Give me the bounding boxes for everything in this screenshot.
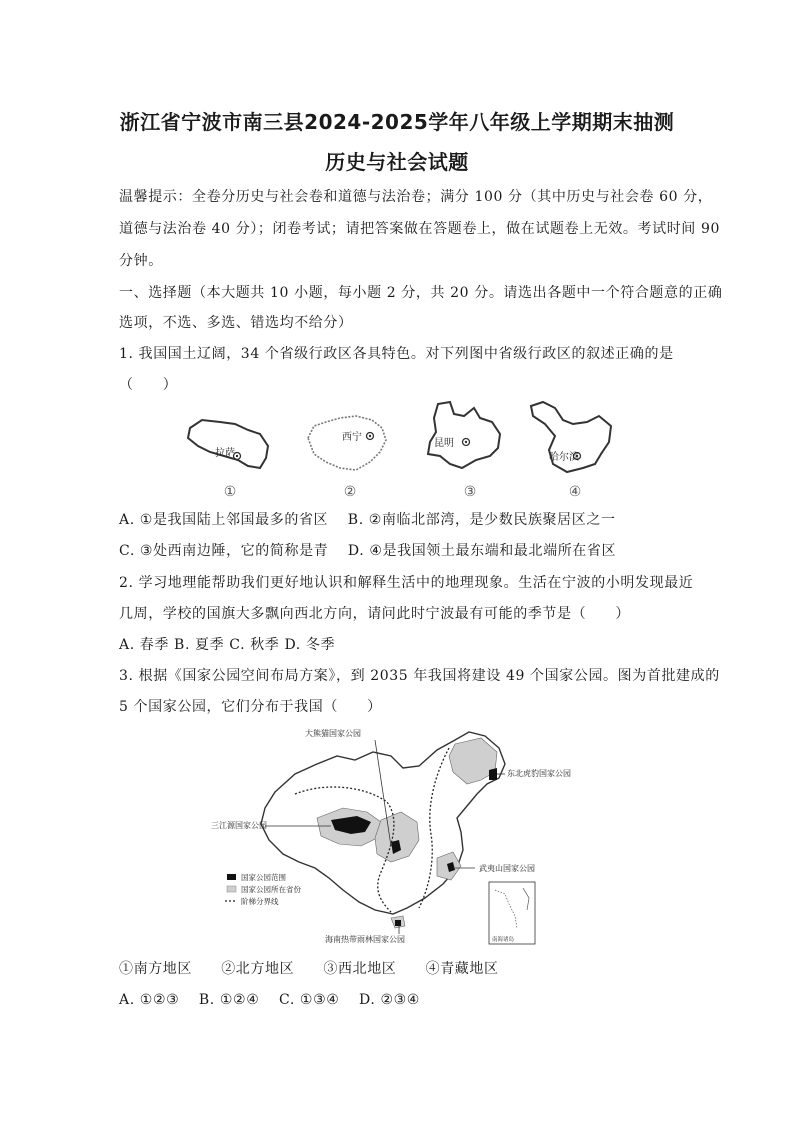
q1-options-line2: C. ③处西南边陲，它的简称是青 D. ④是我国领土最东端和最北端所在省区 xyxy=(119,543,617,559)
hainan-park-area xyxy=(395,920,401,926)
inset-label: 南海诸岛 xyxy=(492,937,515,943)
legend-swatch-province xyxy=(227,886,236,892)
city-label-xining: 西宁 xyxy=(342,432,362,443)
legend-swatch-park-range xyxy=(227,874,236,880)
city-label-harbin: 哈尔滨 xyxy=(549,452,579,463)
section-heading-line2: 选项，不选、多选、错选均不给分） xyxy=(119,315,353,331)
q3-regions: ①南方地区 ②北方地区 ③西北地区 ④青藏地区 xyxy=(119,961,499,977)
city-label-lhasa: 拉萨 xyxy=(215,448,235,459)
q3-stem-line2: 5 个国家公园，它们分布于我国（ ） xyxy=(119,699,382,715)
q1-stem-line2: （ ） xyxy=(119,377,178,393)
label-panda-park: 大熊猫国家公园 xyxy=(305,729,361,738)
map-number-4: ④ xyxy=(568,484,582,500)
label-wuyi-park: 武夷山国家公园 xyxy=(479,864,535,873)
q2-stem-line2: 几周，学校的国旗大多飘向西北方向，请问此时宁波最有可能的季节是（ ） xyxy=(119,606,630,622)
province-map-heilongjiang xyxy=(525,398,625,500)
notice-line3: 分钟。 xyxy=(119,253,163,269)
q1-options-line1: A. ①是我国陆上邻国最多的省区 B. ②南临北部湾，是少数民族聚居区之一 xyxy=(119,512,616,528)
q3-options: A. ①②③ B. ①②④ C. ①③④ D. ②③④ xyxy=(119,992,420,1008)
notice-line1: 温馨提示：全卷分历史与社会卷和道德与法治卷；满分 100 分（其中历史与社会卷 60 分， xyxy=(119,189,713,205)
china-map-svg xyxy=(205,722,575,950)
q2-stem-line1: 2. 学习地理能帮助我们更好地认识和解释生活中的地理现象。生活在宁波的小明发现最近 xyxy=(119,575,694,591)
qinghai-outline xyxy=(300,398,400,483)
q3-stem-line1: 3. 根据《国家公园空间布局方案》，到 2035 年我国将建设 49 个国家公园。图为首批建成的 xyxy=(119,668,720,684)
label-hainan-park: 海南热带雨林国家公园 xyxy=(325,935,405,944)
map-number-3: ③ xyxy=(463,484,477,500)
legend-step-boundary: 阶梯分界线 xyxy=(241,897,279,906)
tibet-outline xyxy=(180,398,280,483)
q1-stem-line1: 1. 我国国土辽阔，34 个省级行政区各具特色。对下列图中省级行政区的叙述正确的是 xyxy=(119,346,674,362)
label-tiger-park: 东北虎豹国家公园 xyxy=(507,769,571,778)
map-number-2: ② xyxy=(343,484,357,500)
tiger-park-area xyxy=(489,768,497,780)
province-map-tibet xyxy=(180,398,280,500)
q1-province-maps xyxy=(180,398,620,500)
province-map-qinghai xyxy=(300,398,400,500)
map-number-1: ① xyxy=(223,484,237,500)
province-map-yunnan xyxy=(420,398,520,500)
heilongjiang-outline xyxy=(525,398,625,483)
exam-title-line1: 浙江省宁波市南三县2024-2025学年八年级上学期期末抽测 xyxy=(119,110,675,134)
legend-park-range: 国家公园范围 xyxy=(241,873,286,882)
south-china-sea-inset xyxy=(489,882,535,944)
legend-park-province: 国家公园所在省份 xyxy=(241,885,301,894)
national-parks-map xyxy=(205,722,575,950)
exam-title-line2: 历史与社会试题 xyxy=(325,150,469,174)
q2-options: A. 春季 B. 夏季 C. 秋季 D. 冬季 xyxy=(119,637,336,653)
yunnan-outline xyxy=(420,398,520,483)
section-heading-line1: 一、选择题（本大题共 10 小题，每小题 2 分，共 20 分。请选出各题中一个符合题意的正确 xyxy=(119,285,723,301)
city-label-kunming: 昆明 xyxy=(434,438,454,449)
label-sanjiangyuan-park: 三江源国家公园 xyxy=(211,821,267,830)
notice-line2: 道德与法治卷 40 分）；闭卷考试；请把答案做在答题卷上，做在试题卷上无效。考试时间 90 xyxy=(119,221,720,237)
